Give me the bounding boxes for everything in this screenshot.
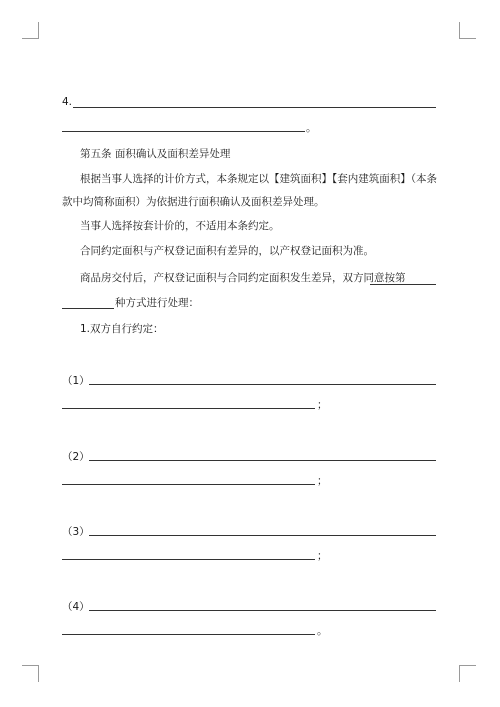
article-5-title: 第五条 面积确认及面积差异处理 (80, 148, 231, 160)
paragraph-3: 合同约定面积与产权登记面积有差异的，以产权登记面积为准。 (80, 245, 374, 257)
paragraph-2: 当事人选择按套计价的，不适用本条约定。 (80, 220, 280, 232)
crop-mark-bottom-left (22, 665, 39, 682)
crop-mark-top-right (459, 22, 476, 39)
item-1-label: （1） (62, 375, 90, 387)
item-4-fill-line-1 (89, 610, 436, 611)
item4-label: 4. (62, 96, 73, 108)
item-1-fill-line-1 (89, 384, 436, 385)
item-1-end: ； (317, 399, 328, 411)
subsection-1-title: 1.双方自行约定： (80, 323, 164, 335)
item4-fill-line-2 (62, 131, 305, 132)
paragraph-1-line-2: 款中均简称面积）为依据进行面积确认及面积差异处理。 (62, 196, 325, 208)
crop-mark-top-left (22, 22, 39, 39)
item-4-fill-line-2 (62, 634, 315, 635)
method-blank-1 (370, 284, 436, 285)
method-blank-2 (62, 308, 114, 309)
item-4-end: 。 (317, 625, 328, 637)
item4-fill-line-1 (73, 107, 436, 108)
item-2-fill-line-1 (89, 460, 436, 461)
crop-mark-bottom-right (459, 665, 476, 682)
item-2-end: ； (317, 475, 328, 487)
paragraph-4-line-2: 种方式进行处理： (115, 297, 199, 309)
item-2-fill-line-2 (62, 484, 315, 485)
item-3-fill-line-2 (62, 559, 315, 560)
item-4-label: （4） (62, 601, 90, 613)
paragraph-4-line-1: 商品房交付后，产权登记面积与合同约定面积发生差异，双方同意按第 (80, 272, 406, 284)
item-3-fill-line-1 (89, 535, 436, 536)
item-1-fill-line-2 (62, 408, 315, 409)
item-2-label: （2） (62, 451, 90, 463)
item4-end: 。 (306, 122, 317, 134)
paragraph-1-line-1: 根据当事人选择的计价方式，本条规定以【建筑面积】【套内建筑面积】（本条 (80, 173, 437, 185)
item-3-label: （3） (62, 526, 90, 538)
item-3-end: ； (317, 550, 328, 562)
